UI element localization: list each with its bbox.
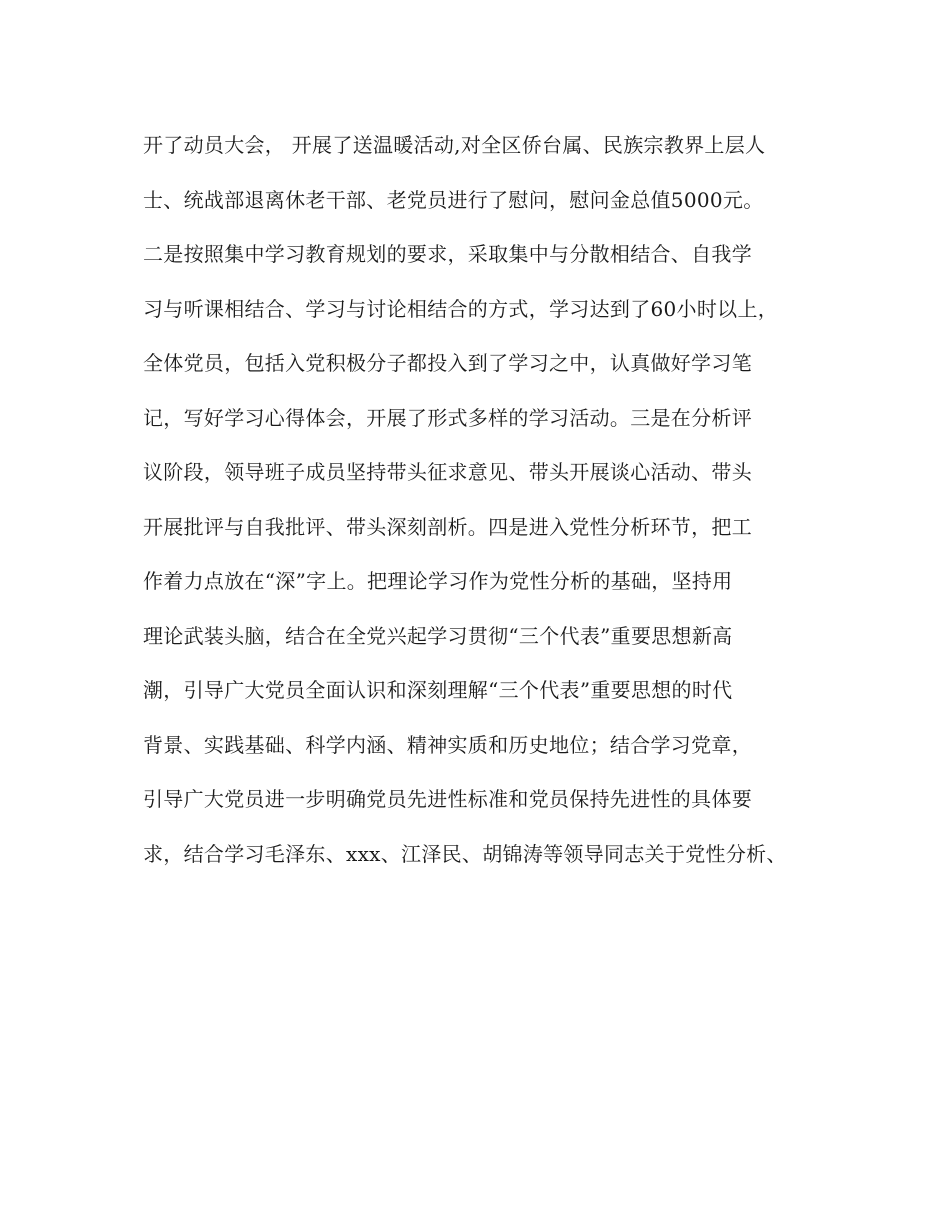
text-line-2: 士、统战部退离休老干部、老党员进行了慰问，慰问金总值5000元。	[143, 187, 764, 212]
text-line-7: 议阶段，领导班子成员坚持带头征求意见、带头开展谈心活动、带头	[143, 460, 752, 484]
text-line-1: 开了动员大会， 开展了送温暖活动,对全区侨台属、民族宗教界上层人	[143, 133, 766, 157]
body-text	[143, 122, 843, 885]
text-line-4: 习与听课相结合、学习与讨论相结合的方式，学习达到了60小时以上，	[143, 296, 779, 321]
text-line-9: 作着力点放在“深”字上。把理论学习作为党性分析的基础，坚持用	[143, 569, 733, 593]
text-line-13: 引导广大党员进一步明确党员先进性标准和党员保持先进性的具体要	[143, 787, 752, 811]
text-line-6: 记，写好学习心得体会，开展了形式多样的学习活动。三是在分析评	[143, 405, 752, 430]
text-line-14: 求，结合学习毛泽东、xxx、江泽民、胡锦涛等领导同志关于党性分析、	[143, 841, 787, 866]
text-line-12: 背景、实践基础、科学内涵、精神实质和历史地位；结合学习党章，	[143, 732, 752, 757]
text-line-8: 开展批评与自我批评、带头深刻剖析。四是进入党性分析环节，把工	[143, 514, 752, 539]
text-line-11: 潮，引导广大党员全面认识和深刻理解“三个代表”重要思想的时代	[143, 678, 733, 702]
text-line-5: 全体党员，包括入党积极分子都投入到了学习之中，认真做好学习笔	[143, 351, 752, 375]
text-line-10: 理论武装头脑，结合在全党兴起学习贯彻“三个代表”重要思想新高	[143, 623, 733, 648]
text-line-3: 二是按照集中学习教育规划的要求，采取集中与分散相结合、自我学	[143, 242, 752, 266]
